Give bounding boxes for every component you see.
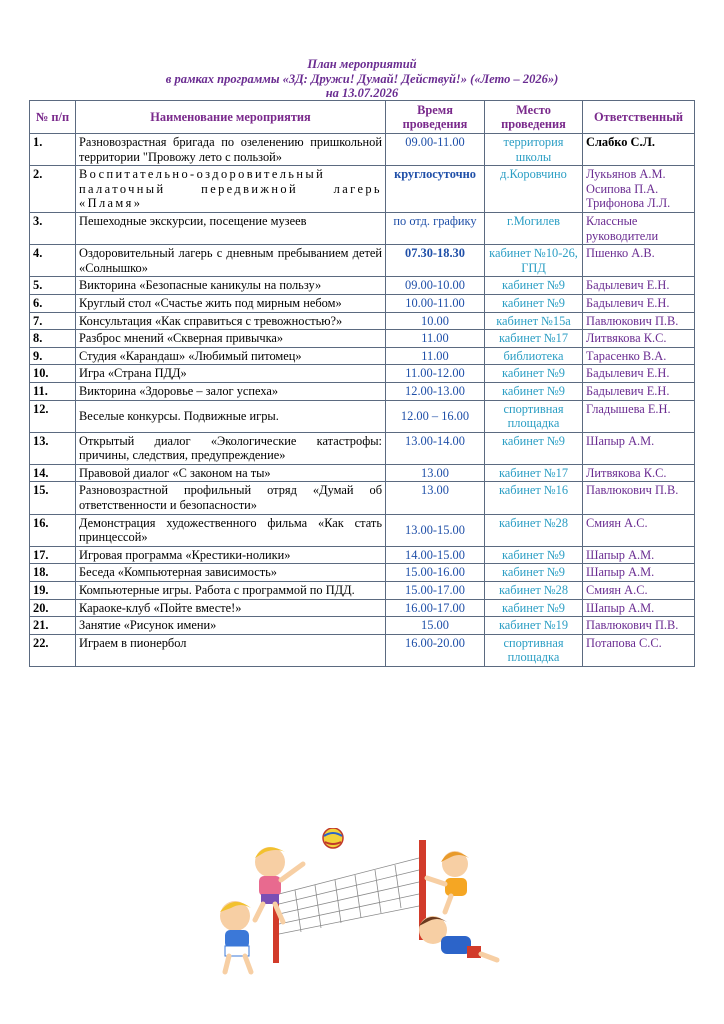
event-responsible: Тарасенко В.А. (583, 347, 695, 365)
column-header-time: Время проведения (386, 101, 485, 134)
table-row (30, 617, 695, 635)
event-responsible: Шапыр А.М. (583, 564, 695, 582)
event-name: Консультация «Как справиться с тревожностью?» (76, 312, 386, 330)
event-place: кабинет №9 (485, 294, 583, 312)
event-time: 16.00-17.00 (386, 599, 485, 617)
row-number: 5. (30, 277, 76, 295)
event-name: Демонстрация художественного фильма «Как стать принцессой» (76, 514, 386, 546)
row-number: 7. (30, 312, 76, 330)
row-number: 21. (30, 617, 76, 635)
event-place: библиотека (485, 347, 583, 365)
event-name: Веселые конкурсы. Подвижные игры. (76, 400, 386, 432)
events-table (29, 100, 695, 667)
table-row (30, 382, 695, 400)
table-row (30, 277, 695, 295)
event-name: Беседа «Компьютерная зависимость» (76, 564, 386, 582)
event-time: 07.30-18.30 (386, 245, 485, 277)
event-responsible: Литвякова К.С. (583, 330, 695, 348)
event-place: кабинет №9 (485, 599, 583, 617)
row-number: 20. (30, 599, 76, 617)
event-responsible: Бадылевич Е.Н. (583, 294, 695, 312)
event-place: кабинет №9 (485, 365, 583, 383)
table-row (30, 400, 695, 432)
event-name: Правовой диалог «С законом на ты» (76, 464, 386, 482)
column-header-num: № п/п (30, 101, 76, 134)
event-time: 15.00 (386, 617, 485, 635)
table-row (30, 294, 695, 312)
event-responsible: Бадылевич Е.Н. (583, 365, 695, 383)
event-time: 15.00-16.00 (386, 564, 485, 582)
event-time: по отд. графику (386, 212, 485, 244)
row-number: 17. (30, 546, 76, 564)
event-name: Открытый диалог «Экологические катастрофы: причины, следствия, предупреждение» (76, 432, 386, 464)
table-row (30, 312, 695, 330)
row-number: 22. (30, 634, 76, 666)
event-responsible: Павлюкович П.В. (583, 482, 695, 514)
event-responsible: Шапыр А.М. (583, 599, 695, 617)
row-number: 2. (30, 166, 76, 213)
event-responsible: Литвякова К.С. (583, 464, 695, 482)
event-place: спортивная площадка (485, 400, 583, 432)
row-number: 13. (30, 432, 76, 464)
event-place: кабинет №9 (485, 382, 583, 400)
event-place: кабинет №28 (485, 582, 583, 600)
event-time: 10.00-11.00 (386, 294, 485, 312)
event-time: 11.00-12.00 (386, 365, 485, 383)
event-time: 11.00 (386, 330, 485, 348)
event-place: г.Могилев (485, 212, 583, 244)
event-responsible: Потапова С.С. (583, 634, 695, 666)
table-row (30, 245, 695, 277)
event-place: кабинет №9 (485, 277, 583, 295)
volleyball-net (279, 858, 419, 934)
column-header-name: Наименование мероприятия (76, 101, 386, 134)
event-responsible: Пшенко А.В. (583, 245, 695, 277)
event-responsible: Гладышева Е.Н. (583, 400, 695, 432)
column-header-place: Место проведения (485, 101, 583, 134)
table-row (30, 482, 695, 514)
kids-volleyball-illustration (205, 828, 505, 978)
header-title: План мероприятий (307, 57, 417, 71)
table-row (30, 166, 695, 213)
kid-crouching (220, 901, 251, 972)
event-time: 16.00-20.00 (386, 634, 485, 666)
event-name: Викторина «Безопасные каникулы на пользу» (76, 277, 386, 295)
event-place: кабинет №16 (485, 482, 583, 514)
event-responsible: Классные руководители (583, 212, 695, 244)
event-responsible: Павлюкович П.В. (583, 617, 695, 635)
event-place: кабинет №15а (485, 312, 583, 330)
event-name: Играем в пионербол (76, 634, 386, 666)
table-row (30, 514, 695, 546)
event-name: Игра «Страна ПДД» (76, 365, 386, 383)
event-name: Караоке-клуб «Пойте вместе!» (76, 599, 386, 617)
table-row (30, 330, 695, 348)
event-responsible: Лукьянов А.М. Осипова П.А. Трифонова Л.Л. (583, 166, 695, 213)
table-row (30, 134, 695, 166)
event-time: 10.00 (386, 312, 485, 330)
table-row (30, 564, 695, 582)
event-name (76, 166, 386, 213)
event-name: Разновозрастная бригада по озеленению пришкольной территории "Провожу лето с пользой» (76, 134, 386, 166)
event-place: спортивная площадка (485, 634, 583, 666)
event-name-text: Воспитательно-оздоровительный палаточный передвижной лагерь «Пламя» (79, 167, 382, 211)
table-row (30, 634, 695, 666)
event-place: д.Коровчино (485, 166, 583, 213)
event-name: Компьютерные игры. Работа с программой по ПДД. (76, 582, 386, 600)
row-number: 6. (30, 294, 76, 312)
row-number: 9. (30, 347, 76, 365)
row-number: 15. (30, 482, 76, 514)
event-place: кабинет №10-26, ГПД (485, 245, 583, 277)
kid-girl-right (427, 851, 469, 912)
event-place: территория школы (485, 134, 583, 166)
event-responsible: Бадылевич Е.Н. (583, 382, 695, 400)
event-responsible: Павлюкович П.В. (583, 312, 695, 330)
event-name: Разновозрастной профильный отряд «Думай об ответственности и безопасности» (76, 482, 386, 514)
table-row (30, 546, 695, 564)
event-name: Занятие «Рисунок имени» (76, 617, 386, 635)
event-place: кабинет №9 (485, 432, 583, 464)
table-row (30, 432, 695, 464)
event-place: кабинет №28 (485, 514, 583, 546)
event-name: Круглый стол «Счастье жить под мирным небом» (76, 294, 386, 312)
event-time: 12.00-13.00 (386, 382, 485, 400)
event-responsible: Смиян А.С. (583, 582, 695, 600)
event-place: кабинет №19 (485, 617, 583, 635)
row-number: 16. (30, 514, 76, 546)
event-responsible: Смиян А.С. (583, 514, 695, 546)
table-row (30, 365, 695, 383)
event-time: 15.00-17.00 (386, 582, 485, 600)
kid-jumping (255, 847, 303, 922)
row-number: 19. (30, 582, 76, 600)
row-number: 8. (30, 330, 76, 348)
column-header-responsible: Ответственный (583, 101, 695, 134)
document-header (0, 57, 724, 101)
header-date: на 13.07.2026 (325, 86, 399, 100)
row-number: 11. (30, 382, 76, 400)
event-place: кабинет №17 (485, 464, 583, 482)
event-name: Студия «Карандаш» «Любимый питомец» (76, 347, 386, 365)
event-responsible: Шапыр А.М. (583, 432, 695, 464)
event-responsible: Шапыр А.М. (583, 546, 695, 564)
event-time: 13.00-15.00 (386, 514, 485, 546)
event-time: 09.00-11.00 (386, 134, 485, 166)
event-name: Игровая программа «Крестики-нолики» (76, 546, 386, 564)
event-time: 12.00 – 16.00 (386, 400, 485, 432)
event-time: 13.00 (386, 482, 485, 514)
event-place: кабинет №9 (485, 564, 583, 582)
event-time: 09.00-10.00 (386, 277, 485, 295)
table-row (30, 347, 695, 365)
row-number: 3. (30, 212, 76, 244)
row-number: 4. (30, 245, 76, 277)
row-number: 1. (30, 134, 76, 166)
table-row (30, 464, 695, 482)
event-place: кабинет №9 (485, 546, 583, 564)
row-number: 12. (30, 400, 76, 432)
kid-diving (419, 916, 497, 960)
table-row (30, 212, 695, 244)
event-time: 13.00-14.00 (386, 432, 485, 464)
header-program: в рамках программы «3Д: Дружи! Думай! Действуй!» («Лето – 2026») (165, 71, 559, 86)
row-number: 18. (30, 564, 76, 582)
row-number: 14. (30, 464, 76, 482)
event-name: Разброс мнений «Скверная привычка» (76, 330, 386, 348)
volleyball-ball (323, 828, 343, 848)
event-place: кабинет №17 (485, 330, 583, 348)
table-row (30, 599, 695, 617)
event-time: круглосуточно (386, 166, 485, 213)
event-responsible: Бадылевич Е.Н. (583, 277, 695, 295)
table-row (30, 582, 695, 600)
event-name: Викторина «Здоровье – залог успеха» (76, 382, 386, 400)
event-responsible: Слабко С.Л. (583, 134, 695, 166)
event-name: Оздоровительный лагерь с дневным пребыванием детей «Солнышко» (76, 245, 386, 277)
event-time: 11.00 (386, 347, 485, 365)
event-time: 13.00 (386, 464, 485, 482)
event-name: Пешеходные экскурсии, посещение музеев (76, 212, 386, 244)
table-header-row (30, 101, 695, 134)
event-time: 14.00-15.00 (386, 546, 485, 564)
row-number: 10. (30, 365, 76, 383)
